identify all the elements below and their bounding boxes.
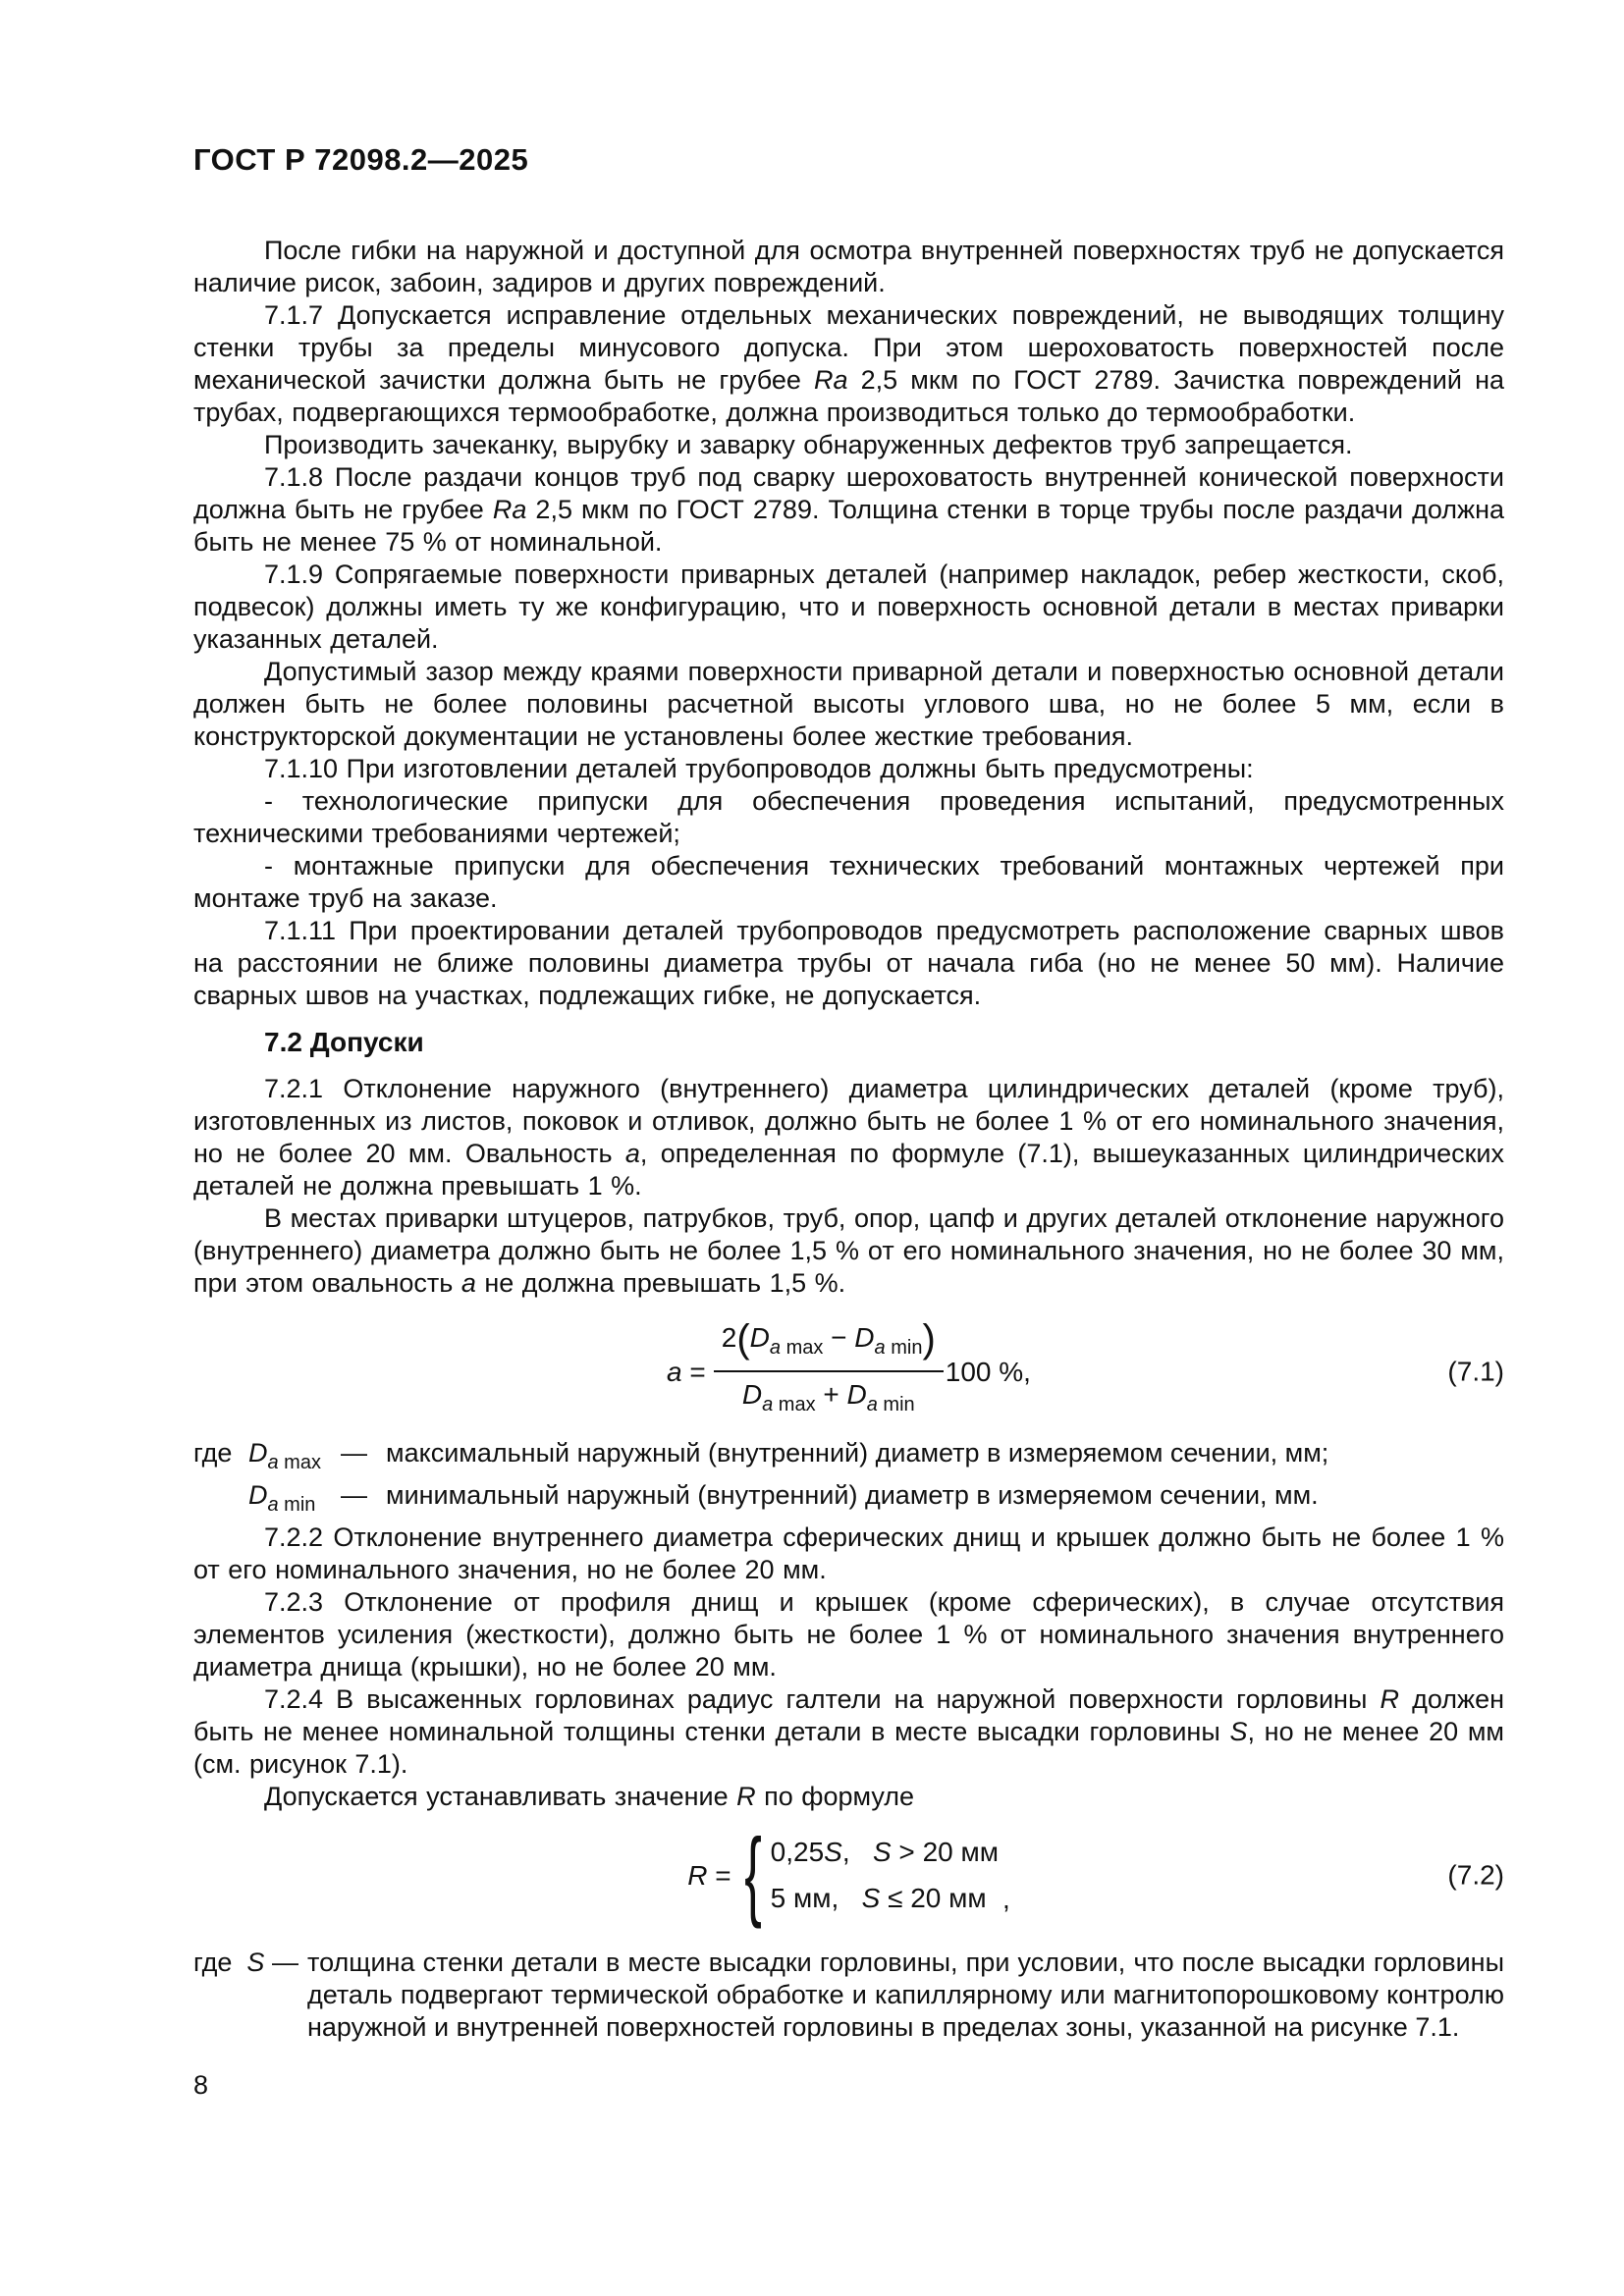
formula-7-2-cases xyxy=(771,1836,999,1914)
paragraph-7-1-7: 7.1.7 Допускается исправление отдельных механических повреждений, не выводящих толщину стенки трубы за пределы минусового допуска. При этом шероховатость поверхностей после механической зачистки должна быть не грубее Ra 2,5 мкм по ГОСТ 2789. Зачистка повреждений на трубах, подвергающихся термообработке, должна производиться только до термообработки. xyxy=(193,300,1504,427)
formula-7-1-fraction xyxy=(714,1317,944,1421)
formula-7-1-number: (7.1) xyxy=(1447,1356,1504,1387)
document-title: ГОСТ Р 72098.2—2025 xyxy=(193,142,529,177)
list-item-tech-allowances: - технологические припуски для обеспечения проведения испытаний, предусмотренных техническими требованиями чертежей; xyxy=(193,786,1504,848)
formula-7-1 xyxy=(193,1317,1504,1421)
paragraph-7-2-3: 7.2.3 Отклонение от профиля днищ и крышек (кроме сферических), в случае отсутствия элементов усиления (жесткости), должно быть не более 1 % от номинального значения внутреннего диаметра днища (крышки), но не более 20 мм. xyxy=(193,1587,1504,1682)
definition-s-lead: где S — xyxy=(193,1948,306,1977)
paragraph-7-1-9: 7.1.9 Сопрягаемые поверхности приварных деталей (например накладок, ребер жесткости, скоб, подвесок) должны иметь ту же конфигурацию, что и поверхность основной детали в местах приварки указанных деталей. xyxy=(193,560,1504,654)
paragraph-r-formula-intro: Допускается устанавливать значение R по формуле xyxy=(264,1782,915,1811)
definition-s-text: толщина стенки детали в месте высадки горловины, при условии, что после высадки горловины деталь подвергают термической обработке и капиллярному или магнитопорошковому контролю наружной и внутренней поверхностей горловины в пределах зоны, указанной на рисунке 7.1. xyxy=(307,1948,1504,2042)
formula-7-1-numerator: $2(D_a$ $_{max} - D_a$ $_{min}$) xyxy=(714,1321,944,1372)
paragraph-7-1-11: 7.1.11 При проектировании деталей трубопроводов предусмотреть расположение сварных швов на расстоянии не ближе половины диаметра трубы от начала гиба (но не менее 50 мм). Наличие сварных швов на участках, подлежащих гибке, не допускается. xyxy=(193,916,1504,1010)
paragraph-7-1-8: 7.1.8 После раздачи концов труб под сварку шероховатость внутренней конической поверхности должна быть не грубее Ra 2,5 мкм по ГОСТ 2789. Толщина стенки в торце трубы после раздачи должна быть не менее 75 % от номинальной. xyxy=(193,462,1504,557)
paragraph-7-2-2: 7.2.2 Отклонение внутреннего диаметра сферических днищ и крышек должно быть не более 1 % от его номинального значения, но не более 20 мм. xyxy=(193,1522,1504,1584)
paragraph-allowed-gap: Допустимый зазор между краями поверхности приварной детали и поверхностью основной детали должен быть не более половины расчетной высоты углового шва, но не более 5 мм, если в конструкторской документации не установлены более жесткие требования. xyxy=(193,657,1504,751)
formula-7-1-denominator: $D_a$ $_{max} + D_a$ $_{min}$ xyxy=(741,1379,915,1415)
formula-7-2-number: (7.2) xyxy=(1447,1859,1504,1891)
formula-7-1-expression xyxy=(667,1317,1031,1421)
paragraph-7-2-1: 7.2.1 Отклонение наружного (внутреннего) диаметра цилиндрических деталей (кроме труб), изготовленных из листов, поковок и отливок, должно быть не более 1 % от его номинального значения, но не более 20 мм. Овальность a, определенная по формуле (7.1), вышеуказанных цилиндрических деталей не должна превышать 1 %. xyxy=(193,1074,1504,1201)
definition-d-max-text: максимальный наружный (внутренний) диаметр в измеряемом сечении, мм; xyxy=(386,1438,1329,1468)
symbol-d-min: $D_a$ $_{min}$ xyxy=(248,1480,316,1516)
paragraph-7-1-10: 7.1.10 При изготовлении деталей трубопроводов должны быть предусмотрены: xyxy=(264,754,1254,783)
formula-7-1-lhs: a = xyxy=(667,1356,706,1387)
formula-7-2-comma: , xyxy=(1002,1884,1010,1914)
paragraph-7-2-4: 7.2.4 В высаженных горловинах радиус галтели на наружной поверхности горловины R должен быть не менее номинальной толщины стенки детали в месте высадки горловины S, но не менее 20 мм (см. рисунок 7.1). xyxy=(193,1684,1505,1779)
case-row-1: 0,25S, S > 20 мм xyxy=(770,1837,999,1867)
curly-brace: { xyxy=(743,1819,762,1930)
formula-7-2-lhs: R = xyxy=(687,1859,731,1891)
page-number: 8 xyxy=(193,2070,209,2100)
definition-dash: — xyxy=(341,1438,367,1468)
formula-7-1-suffix: 100 %, xyxy=(945,1356,1031,1387)
definition-dash: — xyxy=(341,1480,367,1510)
where-label: где xyxy=(193,1438,233,1468)
formula-7-2 xyxy=(193,1819,1504,1930)
list-item-mounting-allowances: - монтажные припуски для обеспечения технических требований монтажных чертежей при монтаже труб на заказе. xyxy=(193,851,1504,913)
paragraph-weld-places: В местах приварки штуцеров, патрубков, труб, опор, цапф и других деталей отклонение наружного (внутреннего) диаметра должно быть не более 1,5 % от его номинального значения, но не более 30 мм, при этом овальность a не должна превышать 1,5 %. xyxy=(193,1203,1504,1298)
formula-7-2-expression xyxy=(687,1819,1010,1930)
paragraph-after-bending: После гибки на наружной и доступной для осмотра внутренней поверхностях труб не допускается наличие рисок, забоин, задиров и других повреждений. xyxy=(193,236,1504,297)
definition-s xyxy=(193,1947,1504,2044)
page-content xyxy=(193,142,1504,2102)
definition-d-min xyxy=(193,1479,1504,1522)
section-heading-7-2: 7.2 Допуски xyxy=(264,1027,424,1057)
case-row-2: 5 мм, S ≤ 20 мм xyxy=(770,1883,987,1913)
definition-d-min-text: минимальный наружный (внутренний) диаметр в измеряемом сечении, мм. xyxy=(386,1480,1319,1510)
definition-d-max xyxy=(193,1437,1504,1479)
symbol-d-max: $D_a$ $_{max}$ xyxy=(248,1438,321,1473)
paragraph-no-caulking: Производить зачеканку, вырубку и заварку обнаруженных дефектов труб запрещается. xyxy=(264,430,1353,459)
